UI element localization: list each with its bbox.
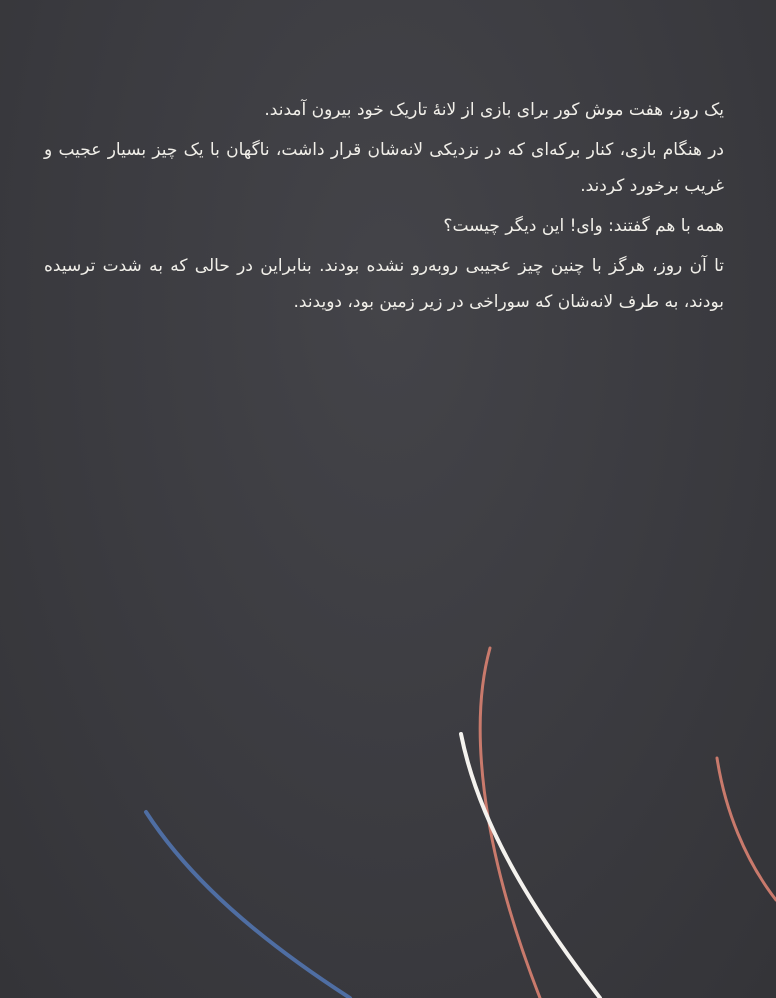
- story-paragraph-2: در هنگام بازی، کنار برکه‌ای که در نزدیکی لانه‌شان قرار داشت، ناگهان با یک چیز بسیار عجیب و غریب برخورد کردند.: [44, 140, 724, 196]
- story-paragraph-3: همه با هم گفتند: وای! این دیگر چیست؟: [443, 216, 724, 236]
- blue-curve-stroke: [146, 812, 350, 998]
- story-paragraph-4: تا آن روز، هرگز با چنین چیز عجیبی روبه‌رو نشده بودند. بنابراین در حالی که به شدت ترسیده بودند، به طرف لانه‌شان که سوراخی در زیر زمین بود، دویدند.: [44, 256, 724, 312]
- red-right-curve-stroke: [717, 758, 776, 900]
- story-paragraph-1: یک روز، هفت موش کور برای بازی از لانهٔ تاریک خود بیرون آمدند.: [264, 100, 724, 120]
